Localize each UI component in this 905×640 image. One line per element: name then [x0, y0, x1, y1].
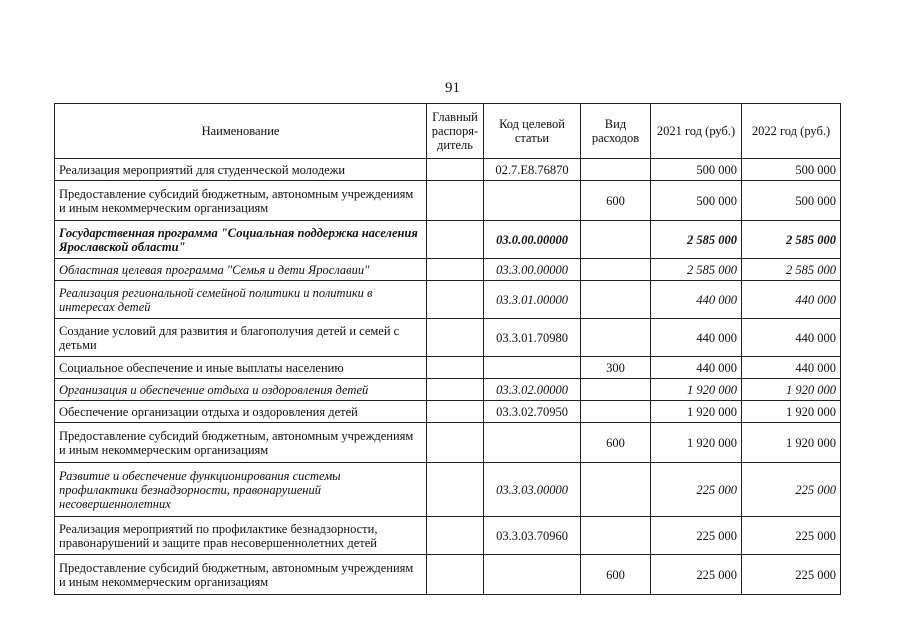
cell-glav — [427, 423, 484, 463]
cell-2021: 1 920 000 — [651, 423, 742, 463]
cell-kind — [581, 517, 651, 555]
cell-name: Развитие и обеспечение функционирования системы профилактики безнадзорности, правонарушений несовершеннолетних — [55, 463, 427, 517]
cell-glav — [427, 281, 484, 319]
cell-2021: 225 000 — [651, 555, 742, 595]
cell-glav — [427, 181, 484, 221]
cell-name: Областная целевая программа "Семья и дети Ярославии" — [55, 259, 427, 281]
budget-table — [54, 103, 841, 595]
table-row — [55, 401, 841, 423]
cell-glav — [427, 463, 484, 517]
cell-kind — [581, 281, 651, 319]
cell-name: Обеспечение организации отдыха и оздоровления детей — [55, 401, 427, 423]
cell-glav — [427, 555, 484, 595]
table-row — [55, 357, 841, 379]
header-name: Наименование — [55, 104, 427, 159]
cell-name: Организация и обеспечение отдыха и оздоровления детей — [55, 379, 427, 401]
table-row — [55, 181, 841, 221]
cell-code: 03.3.03.70960 — [484, 517, 581, 555]
cell-code: 03.3.00.00000 — [484, 259, 581, 281]
cell-glav — [427, 319, 484, 357]
cell-code — [484, 423, 581, 463]
cell-code: 03.3.02.00000 — [484, 379, 581, 401]
cell-2022: 440 000 — [742, 319, 841, 357]
cell-kind: 600 — [581, 555, 651, 595]
cell-2022: 1 920 000 — [742, 379, 841, 401]
cell-2022: 440 000 — [742, 281, 841, 319]
cell-name: Предоставление субсидий бюджетным, автономным учреждениям и иным некоммерческим организациям — [55, 423, 427, 463]
header-code: Код целевой статьи — [484, 104, 581, 159]
cell-name: Государственная программа "Социальная поддержка населения Ярославской области" — [55, 221, 427, 259]
cell-2022: 225 000 — [742, 555, 841, 595]
cell-glav — [427, 401, 484, 423]
cell-code — [484, 555, 581, 595]
cell-name: Реализация региональной семейной политики и политики в интересах детей — [55, 281, 427, 319]
cell-kind — [581, 319, 651, 357]
table-header-row — [55, 104, 841, 159]
cell-2021: 500 000 — [651, 159, 742, 181]
cell-2021: 500 000 — [651, 181, 742, 221]
cell-code: 03.3.01.70980 — [484, 319, 581, 357]
cell-name: Социальное обеспечение и иные выплаты населению — [55, 357, 427, 379]
cell-2021: 1 920 000 — [651, 401, 742, 423]
cell-2022: 1 920 000 — [742, 423, 841, 463]
cell-code: 03.3.02.70950 — [484, 401, 581, 423]
cell-glav — [427, 379, 484, 401]
cell-kind — [581, 221, 651, 259]
table-row — [55, 423, 841, 463]
cell-name: Реализация мероприятий для студенческой молодежи — [55, 159, 427, 181]
cell-2021: 225 000 — [651, 463, 742, 517]
header-glav: Главный распоря-дитель — [427, 104, 484, 159]
cell-code — [484, 181, 581, 221]
cell-kind: 600 — [581, 181, 651, 221]
cell-name: Реализация мероприятий по профилактике безнадзорности, правонарушений и защите прав несовершеннолетних детей — [55, 517, 427, 555]
cell-2022: 2 585 000 — [742, 221, 841, 259]
cell-kind: 300 — [581, 357, 651, 379]
cell-code: 03.3.03.00000 — [484, 463, 581, 517]
header-year-2022: 2022 год (руб.) — [742, 104, 841, 159]
cell-kind — [581, 259, 651, 281]
table-row — [55, 555, 841, 595]
table-row — [55, 159, 841, 181]
cell-glav — [427, 221, 484, 259]
cell-2022: 225 000 — [742, 517, 841, 555]
cell-2021: 1 920 000 — [651, 379, 742, 401]
cell-name: Предоставление субсидий бюджетным, автономным учреждениям и иным некоммерческим организациям — [55, 181, 427, 221]
table-row — [55, 379, 841, 401]
cell-kind — [581, 401, 651, 423]
cell-2022: 225 000 — [742, 463, 841, 517]
cell-2021: 440 000 — [651, 357, 742, 379]
table-row — [55, 517, 841, 555]
cell-kind — [581, 159, 651, 181]
cell-2022: 500 000 — [742, 159, 841, 181]
cell-name: Предоставление субсидий бюджетным, автономным учреждениям и иным некоммерческим организациям — [55, 555, 427, 595]
cell-2022: 440 000 — [742, 357, 841, 379]
cell-name: Создание условий для развития и благополучия детей и семей с детьми — [55, 319, 427, 357]
table-row — [55, 259, 841, 281]
cell-2021: 440 000 — [651, 281, 742, 319]
cell-2021: 440 000 — [651, 319, 742, 357]
page-number: 91 — [445, 80, 460, 96]
table-row — [55, 463, 841, 517]
cell-code: 03.3.01.00000 — [484, 281, 581, 319]
header-year-2021: 2021 год (руб.) — [651, 104, 742, 159]
table-row — [55, 281, 841, 319]
cell-2022: 1 920 000 — [742, 401, 841, 423]
cell-2022: 500 000 — [742, 181, 841, 221]
cell-code: 03.0.00.00000 — [484, 221, 581, 259]
cell-glav — [427, 517, 484, 555]
cell-2021: 2 585 000 — [651, 259, 742, 281]
cell-2022: 2 585 000 — [742, 259, 841, 281]
cell-kind — [581, 463, 651, 517]
cell-glav — [427, 159, 484, 181]
cell-glav — [427, 259, 484, 281]
cell-code — [484, 357, 581, 379]
cell-2021: 2 585 000 — [651, 221, 742, 259]
header-kind: Вид расходов — [581, 104, 651, 159]
cell-code: 02.7.Е8.76870 — [484, 159, 581, 181]
cell-glav — [427, 357, 484, 379]
table-row — [55, 319, 841, 357]
cell-2021: 225 000 — [651, 517, 742, 555]
cell-kind: 600 — [581, 423, 651, 463]
table-row — [55, 221, 841, 259]
cell-kind — [581, 379, 651, 401]
